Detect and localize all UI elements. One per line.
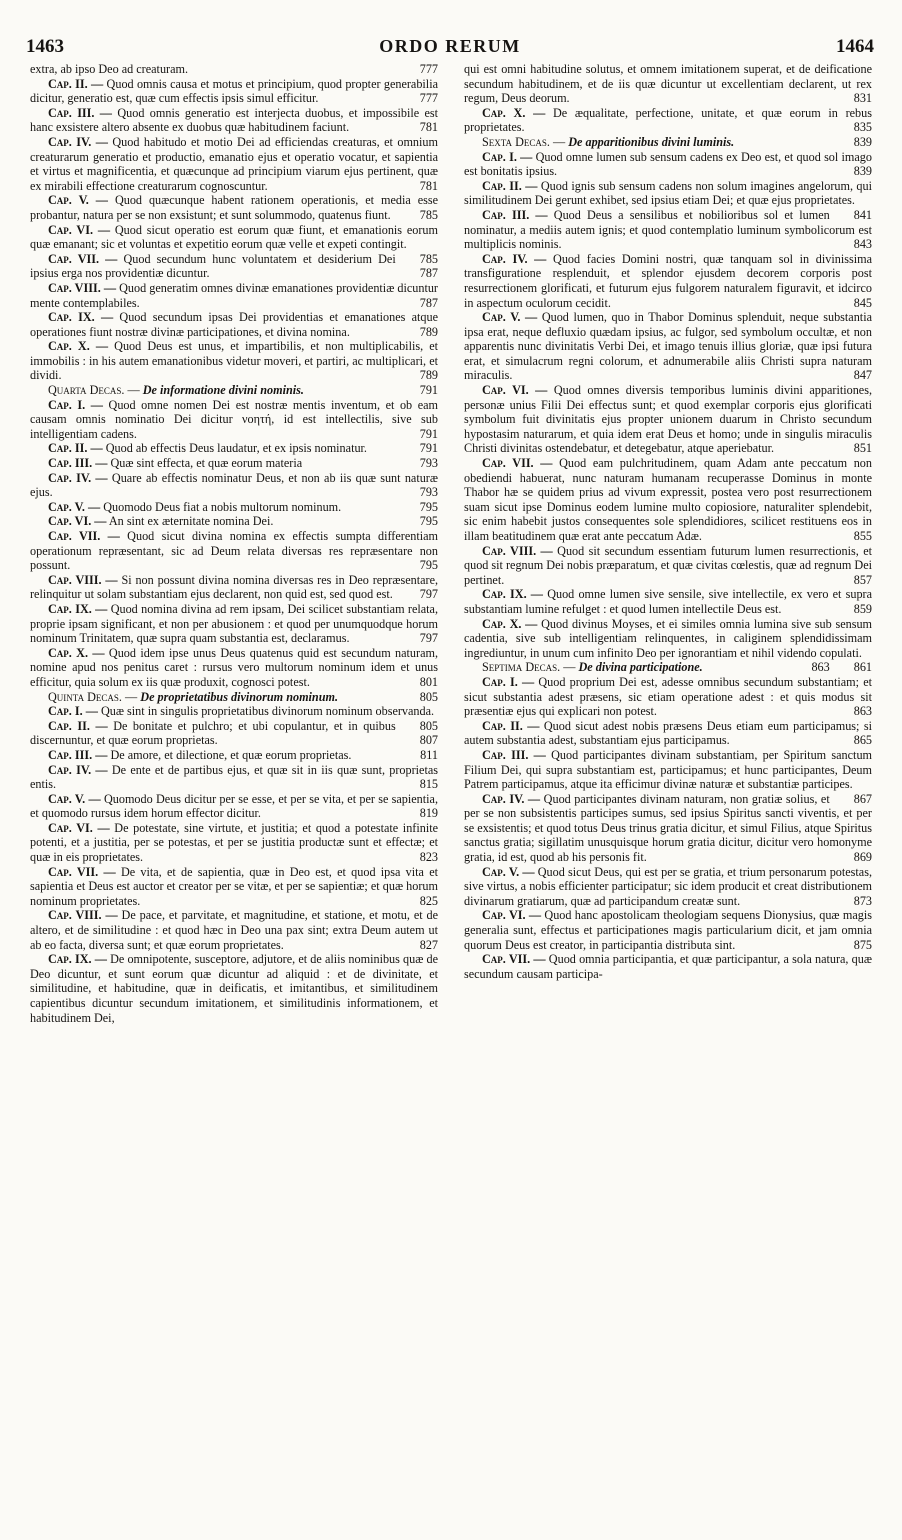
entry-text: Quod omnia participantia, et quæ participantur, a sola natura, quæ secundum causam participa- <box>464 952 872 981</box>
toc-entry <box>30 500 438 515</box>
page-reference: 851 <box>853 441 872 456</box>
toc-entry <box>464 908 872 952</box>
chapter-label: Cap. IV. — <box>482 791 541 806</box>
toc-entry <box>30 573 438 602</box>
chapter-label: Cap. VI. — <box>48 820 110 835</box>
toc-entry <box>464 150 872 179</box>
toc-entry <box>464 252 872 310</box>
entry-text: Quod Deus a sensilibus et nobilioribus sol et lumen nominatur, a mediis autem ignis; et quod contemplatio luminum symbolicorum est multiplicis nominis. <box>464 207 872 252</box>
left-column <box>30 62 438 1025</box>
page-reference: 863 <box>811 660 830 675</box>
entry-text: qui est omni habitudine solutus, et omnem imitationem superat, et de deificatione secundum habitudinem, et de iis quæ dicuntur ut excellentiam declarent, ut rex regum, Deus deorum. <box>464 62 872 106</box>
page-reference: 831 <box>853 91 872 106</box>
chapter-label: Cap. I. — <box>48 397 103 412</box>
entry-text: Quod omne lumen sub sensum cadens ex Deo est, et quod sol imago est bonitatis ipsius. <box>464 149 872 179</box>
page-number-left: 1463 <box>26 36 64 57</box>
entry-text: Quod omnis causa et motus et principium, quod propter generabilia dicitur, generatio est, quæ cum effectis ipsis simul efficitur. <box>30 76 438 106</box>
page-reference: 801 <box>419 674 438 689</box>
entry-text: Quod sit secundum essentiam futurum lumen resurrectionis, et quod sit regnum Dei nobis præparatum, et quæ civitas cœlestis, quæ ad regnum Dei pertinet. <box>464 543 873 587</box>
toc-entry <box>30 602 438 646</box>
page-reference: 839 <box>853 134 872 149</box>
chapter-label: Cap. VII. — <box>48 529 120 543</box>
entry-text: De æqualitate, perfectione, unitate, et quæ eorum in rebus proprietates. <box>464 105 872 135</box>
decas-label: Quarta Decas. — <box>48 383 140 398</box>
entry-text: Quomodo Deus dicitur per se esse, et per se vita, et per se sapientia, et quomodo rursus idem horum effector dicitur. <box>30 791 439 821</box>
toc-entry <box>30 763 438 792</box>
page-reference: 791 <box>419 426 438 441</box>
toc-entry <box>464 952 872 981</box>
toc-entry <box>30 908 438 952</box>
entry-text: Quod omne nomen Dei est nostræ mentis inventum, et ob eam causam omnis nominatio Dei dicitur νοητή, id est intellectilis, sive sub intelligentiam cadens. <box>30 397 439 441</box>
entry-text: Quod Deus est unus, et impartibilis, et non multiplicabilis, et immobilis : in his autem emanationibus videtur moveri, et partiri, ac multiplicari, et dividi. <box>30 339 439 383</box>
entry-text: Quod participantes divinam substantiam, per Spiritum sanctum Filium Dei, qui supra substantiam est, participamus; et hunc participantes, Deum Patrem participamus, atque ita efficimur divinæ naturæ et substantiæ participes. <box>464 747 873 792</box>
chapter-label: Cap. IX. — <box>48 310 114 325</box>
chapter-label: Cap. III. — <box>482 207 548 222</box>
entry-text: Quod facies Domini nostri, quæ tanquam sol in divinissima transfiguratione resplenduit, et splendor ejusdem decorem corporis post resurrectionem glorificati, et futurum ejus fulgorem naturalem figuravit, et idcirco in aspectum oculorum cecidit. <box>464 251 873 310</box>
page-reference: 805 <box>419 718 438 733</box>
chapter-label: Cap. IX. — <box>48 952 107 967</box>
entry-text: Quod participantes divinam naturam, non gratiæ solius, et per se non subsistentis participes sumus, sed ipsius Spiritus sancti viventis, et per se exsistentis; et quod totus Deus trinus gratia dicitur, et simul Filius, atque Spiritus sanctus gratia; sigillatim unusquisque horum gratia dicitur, dicitur vero homonyme gratia, id est, quod ab his personis fit. <box>464 791 872 865</box>
page-reference: 823 <box>419 850 438 865</box>
chapter-label: Cap. V. — <box>482 310 538 325</box>
page-reference: 811 <box>420 747 438 762</box>
toc-entry <box>464 310 872 383</box>
page-reference: 841 <box>853 207 872 222</box>
page-number-right: 1464 <box>836 36 874 57</box>
entry-text: Quod divinus Moyses, et ei similes omnia lumina sive sub sensum cadentia, sive sub intelligentiam relinquentes, in caliginem splendidissimam ingrediuntur, in unum cum infinito Deo per ignorantiam et nihil videndo copulati. <box>464 616 873 660</box>
chapter-label: Cap. IV. — <box>48 762 108 777</box>
toc-entry <box>464 383 872 456</box>
chapter-label: Cap. II. — <box>48 76 104 91</box>
entry-text: De vita, et de sapientia, quæ in Deo est, et quod ipsa vita et sapientia et Deus est auctor et creator per se vitæ, et per se sapientiæ; et quæ horum nominum proprietates. <box>30 864 439 908</box>
entry-text: Quod omnes diversis temporibus luminis divini apparitiones, personæ unius Filii Dei effectus sunt; et quod exemplar corporis ejus glorificati symbolum fuit divinitatis ejus propter unionem duarum in Christo secundum hypostasim naturarum, et quia idem erat Deus et homo; unde in singulis miraculis Christi divinitas ostendebatur, et detegebatur, atque aperiebatur. <box>464 383 873 456</box>
chapter-label: Cap. III. — <box>482 747 546 762</box>
entry-text: Quod nomina divina ad rem ipsam, Dei scilicet substantiam relata, proprie ipsam significant, et non per abusionem : et quod per unumquodque horum nominum Trinitatem, quæ supra quam substantia est, declaramus. <box>30 601 439 646</box>
chapter-label: Cap. VII. — <box>48 864 116 879</box>
chapter-label: Cap. VI. — <box>482 908 542 923</box>
page-reference: 855 <box>853 529 872 543</box>
entry-text: Quod ignis sub sensum cadens non solum imagines angelorum, qui similitudinem Dei gerunt exhibet, sed ipsius etiam Dei; et quæ ejus proprietates. <box>464 178 872 208</box>
entry-text: De omnipotente, susceptore, adjutore, et de aliis nominibus quæ de Deo dicuntur, et sunt eorum quæ dicuntur ad aliquid : et de divinitate, et similitudine, et habitudine, quæ in deificatis, et imitantibus, et similitudinem capientibus dicuntur secundum imitationem, et similitudinis informationem, et habitudinem Dei, <box>30 952 439 1025</box>
page-reference: 827 <box>419 937 438 952</box>
chapter-label: Cap. II. — <box>482 718 540 733</box>
chapter-label: Cap. IX. — <box>48 601 108 616</box>
page-reference: 863 <box>853 704 872 719</box>
decas-heading <box>464 660 872 675</box>
chapter-label: Cap. X. — <box>48 645 105 660</box>
chapter-label: Cap. II. — <box>48 441 103 456</box>
page-reference: 797 <box>419 631 438 646</box>
chapter-label: Cap. V. — <box>48 499 101 514</box>
chapter-label: Cap. VIII. — <box>48 908 118 923</box>
chapter-label: Cap. VII. — <box>482 952 546 967</box>
entry-text: Quod sicut operatio est eorum quæ fiunt, et emanationis eorum quæ emanant; sic et voluntas et expetitio eorum quæ velle et expeti contingit. <box>30 222 438 252</box>
toc-entry <box>30 471 438 500</box>
entry-text: Quod omnis generatio est interjecta duobus, et impossibile est hanc exsistere altero absente ex duobus quæ habitudinem faciunt. <box>30 105 439 135</box>
chapter-label: Cap. I. — <box>482 149 533 164</box>
toc-entry <box>30 441 438 456</box>
toc-entry <box>30 821 438 865</box>
decas-title: De proprietatibus divinorum nominum. <box>140 689 339 704</box>
toc-entry <box>30 646 438 690</box>
chapter-label: Cap. I. — <box>482 674 535 689</box>
chapter-label: Cap. VII. — <box>482 456 553 471</box>
chapter-label: Cap. VIII. — <box>48 280 117 295</box>
page-reference: 791 <box>419 383 438 398</box>
decas-title: De informatione divini nominis. <box>142 383 304 398</box>
page-reference: 865 <box>853 733 872 748</box>
page-reference: 825 <box>419 893 438 908</box>
page-reference: 807 <box>419 733 438 748</box>
chapter-label: Cap. X. — <box>482 616 538 631</box>
chapter-label: Cap. VIII. — <box>48 572 118 587</box>
chapter-label: Cap. VIII. — <box>482 543 553 558</box>
running-title: ORDO RERUM <box>379 36 521 56</box>
page-reference: 805 <box>419 689 438 704</box>
page-reference: 795 <box>419 514 438 529</box>
toc-entry <box>464 544 872 588</box>
decas-heading <box>30 690 438 705</box>
chapter-label: Cap. IV. — <box>482 251 547 266</box>
page-header <box>26 36 874 62</box>
entry-text: Quod ab effectis Deus laudatur, et ex ipsis nominatur. <box>105 441 367 456</box>
entry-text: Quæ sint effecta, et quæ eorum materia <box>110 456 303 471</box>
toc-entry <box>30 952 438 1025</box>
entry-text: Si non possunt divina nomina diversas res in Deo repræsentare, relinquitur ut solam substantiam ejus declarent, non quid est, sed quod est. <box>30 572 439 602</box>
entry-text: Quod lumen, quo in Thabor Dominus splenduit, neque substantia ipsa erat, neque defluxio quædam ipsius, ac fulgor, sed symbolum occultæ, et non apparentis nunc divinitatis Verbi Dei, et imago tenuis illius gloriæ, quæ ipsi futura erat, et simulacrum regni colorum, et adnumerabile aliis Christi supra naturam miraculis. <box>464 310 872 383</box>
toc-entry <box>30 529 438 573</box>
page-reference: 791 <box>419 441 438 456</box>
page-reference: 857 <box>853 572 872 587</box>
toc-entry <box>30 193 438 222</box>
toc-entry <box>464 865 872 909</box>
entry-text: Quod sicut adest nobis præsens Deus etiam eum participamus; si autem substantia adest, substantiam ejus participamus. <box>464 718 872 748</box>
toc-entry <box>30 456 438 471</box>
toc-entry <box>30 77 438 106</box>
entry-text: Quod omne lumen sive sensile, sive intellectile, ex vero et supra substantiam lumine refulget : et quod lumen intellectile Deus est. <box>464 587 872 616</box>
page-reference: 777 <box>419 62 438 76</box>
page-reference: 787 <box>419 266 438 281</box>
page-reference: 787 <box>419 295 438 310</box>
decas-heading <box>30 383 438 398</box>
entry-text: Quod hanc apostolicam theologiam sequens Dionysius, quæ magis generalia sunt, effectus et participationes magis particularium dicit, et jam omnia quorum Deus est creator, in participantia distributa sint. <box>464 908 872 952</box>
chapter-label: Cap. VI. — <box>48 222 111 237</box>
entry-text: Quomodo Deus fiat a nobis multorum nominum. <box>103 499 342 514</box>
right-column <box>464 62 872 981</box>
toc-entry <box>30 514 438 529</box>
entry-text: Quod secundum hunc voluntatem et desiderium Dei ipsius erga nos providentiæ dicuntur. <box>30 251 396 281</box>
chapter-label: Cap. IX. — <box>482 587 543 602</box>
toc-entry <box>30 281 438 310</box>
entry-text: An sint ex æternitate nomina Dei. <box>108 514 274 529</box>
toc-entry <box>30 62 438 77</box>
toc-entry <box>30 106 438 135</box>
chapter-label: Cap. II. — <box>482 178 538 193</box>
chapter-label: Cap. V. — <box>48 193 108 208</box>
page-reference: 845 <box>853 295 872 310</box>
entry-text: De ente et de partibus ejus, et quæ sit in iis quæ sunt, proprietas entis. <box>30 762 438 792</box>
toc-entry <box>30 252 438 281</box>
toc-entry <box>464 456 872 544</box>
chapter-label: Cap. VI. — <box>48 514 107 529</box>
entry-text: De bonitate et pulchro; et ubi copulantur, et in quibus discernuntur, et quæ eorum proprietas. <box>30 718 396 748</box>
chapter-label: Cap. IV. — <box>48 470 108 485</box>
page-reference: 873 <box>853 893 872 908</box>
entry-text: De potestate, sine virtute, et justitia; et quod a potestate infinite potenti, et a justitia, per se potestas, et per se justitia productæ sunt et effectæ; et quæ in eis proprietates. <box>30 820 439 865</box>
page-reference: 785 <box>419 207 438 222</box>
chapter-label: Cap. III. — <box>48 105 112 120</box>
toc-entry <box>30 748 438 763</box>
entry-text: extra, ab ipso Deo ad creaturam. <box>30 62 189 76</box>
page-reference: 867 <box>853 791 872 806</box>
decas-label: Septima Decas. — <box>482 660 576 675</box>
chapter-label: Cap. I. — <box>48 704 98 719</box>
entry-text: Quæ sint in singulis proprietatibus divinorum nominum observanda. <box>100 704 435 719</box>
page-reference: 875 <box>853 937 872 952</box>
page-reference: 793 <box>419 485 438 500</box>
toc-entry <box>464 106 872 135</box>
page-reference: 835 <box>853 120 872 135</box>
entry-text: Quod sicut divina nomina ex effectis sumpta differentiam operationum repræsentant, sic ad Deum relata diversas res repræsentare non possunt. <box>30 529 439 573</box>
chapter-label: Cap. III. — <box>48 747 108 762</box>
toc-entry <box>30 719 438 748</box>
toc-entry <box>30 310 438 339</box>
entry-text: Quod generatim omnes divinæ emanationes providentiæ dicuntur mente contemplabiles. <box>30 280 438 310</box>
entry-text: Quod habitudo et motio Dei ad efficiendas creaturas, et omnium creaturarum generatio et productio, emanatio ejus et operatio vocatur, et sapientia et virtus et magnificentia, et quæcunque ad principium viarum ejus pertinent, quæ ex mirabili effectione creaturarum cognoscuntur. <box>30 134 438 193</box>
chapter-label: Cap. VI. — <box>482 383 548 398</box>
chapter-label: Cap. VII. — <box>48 251 118 266</box>
page-reference: 785 <box>419 251 438 266</box>
toc-entry <box>464 208 872 252</box>
page-reference: 847 <box>853 368 872 383</box>
page-reference: 789 <box>419 324 438 339</box>
page-reference: 795 <box>419 499 438 514</box>
toc-entry <box>464 675 872 719</box>
page-reference: 869 <box>853 850 872 865</box>
page-reference: 777 <box>419 91 438 106</box>
entry-text: De pace, et parvitate, et magnitudine, et statione, et motu, et de altero, et de similitudine : et quod hæc in Deo una pax sint; extra Deum autem ut ab eo facta, diversa sunt; et quæ eorum proprietates. <box>30 908 438 952</box>
toc-entry <box>30 792 438 821</box>
page-reference: 781 <box>419 178 438 193</box>
chapter-label: Cap. IV. — <box>48 134 108 149</box>
entry-text: Quod proprium Dei est, adesse omnibus secundum substantiam; et sicut substantia adest præsens, sic etiam operatione adest : et quis modus sit præsentiæ ejus qui explicari non potest. <box>464 674 873 719</box>
page-reference: 781 <box>419 120 438 135</box>
chapter-label: Cap. X. — <box>482 105 546 120</box>
entry-text: Quod sicut Deus, qui est per se gratia, et trium personarum potestas, sive virtus, a nobis efficienter participatur; sic idem producit et creat distributionem divinarum gratiarum, quæ ad participandum creatæ sunt. <box>464 864 872 908</box>
chapter-label: Cap. III. — <box>48 456 108 471</box>
toc-entry <box>464 792 872 865</box>
page-reference: 861 <box>853 660 872 675</box>
entry-text: Quod eam pulchritudinem, quam Adam ante peccatum non obediendi habuerat, nunc naturam humanam recuperasse Dominus in monte Thabor hæ se quidem prius ad vivum expressit, postea vero post resurrectionem suam sicut ipse Dominus eodem lumine multo copiosiore, naturaliter splendebit, sic enim habebit justos consequentes sole splendidiores, scilicet restituens eos in illam beatitudinem quæ erat ante peccatum Adæ. <box>464 456 872 543</box>
page-reference: 839 <box>853 164 872 179</box>
page-reference: 815 <box>419 777 438 792</box>
toc-entry <box>30 339 438 383</box>
entry-text: Quod secundum ipsas Dei providentias et emanationes atque operationes fiunt nostræ divinæ participationes, et divina nomina. <box>30 310 439 339</box>
entry-text: Quare ab effectis nominatur Deus, et non ab iis quæ sunt naturæ ejus. <box>30 470 438 500</box>
page-reference: 859 <box>853 601 872 616</box>
toc-entry <box>464 62 872 106</box>
decas-heading <box>464 135 872 150</box>
page-reference: 819 <box>419 806 438 821</box>
page-reference: 843 <box>853 237 872 252</box>
chapter-label: Cap. V. — <box>482 864 535 879</box>
entry-text: Quod quæcunque habent rationem operationis, et media esse probantur, natura per se non exsistunt; et sunt solummodo, quatenus fiunt. <box>30 193 439 222</box>
decas-title: De apparitionibus divini luminis. <box>568 134 735 149</box>
page-reference: 793 <box>419 456 438 471</box>
page-reference: 789 <box>419 368 438 383</box>
entry-text: Quod idem ipse unus Deus quatenus quid est secundum naturam, nomine apud nos penitus caret : rursus vero multorum nominum idem et unus efficitur, quia solum ex iis quæ produxit, cognosci potest. <box>30 645 439 689</box>
chapter-label: Cap. V. — <box>48 791 101 806</box>
decas-title: De divina participatione. <box>578 660 703 675</box>
toc-entry <box>30 398 438 442</box>
toc-entry <box>464 719 872 748</box>
toc-entry <box>30 135 438 193</box>
chapter-label: Cap. II. — <box>48 718 108 733</box>
toc-entry <box>464 587 872 616</box>
decas-label: Quinta Decas. — <box>48 689 138 704</box>
page-reference: 795 <box>419 558 438 573</box>
decas-label: Sexta Decas. — <box>482 134 566 149</box>
toc-entry <box>30 865 438 909</box>
page-reference: 797 <box>419 587 438 602</box>
chapter-label: Cap. X. — <box>48 339 109 354</box>
entry-text: De amore, et dilectione, et quæ eorum proprietas. <box>110 747 352 762</box>
